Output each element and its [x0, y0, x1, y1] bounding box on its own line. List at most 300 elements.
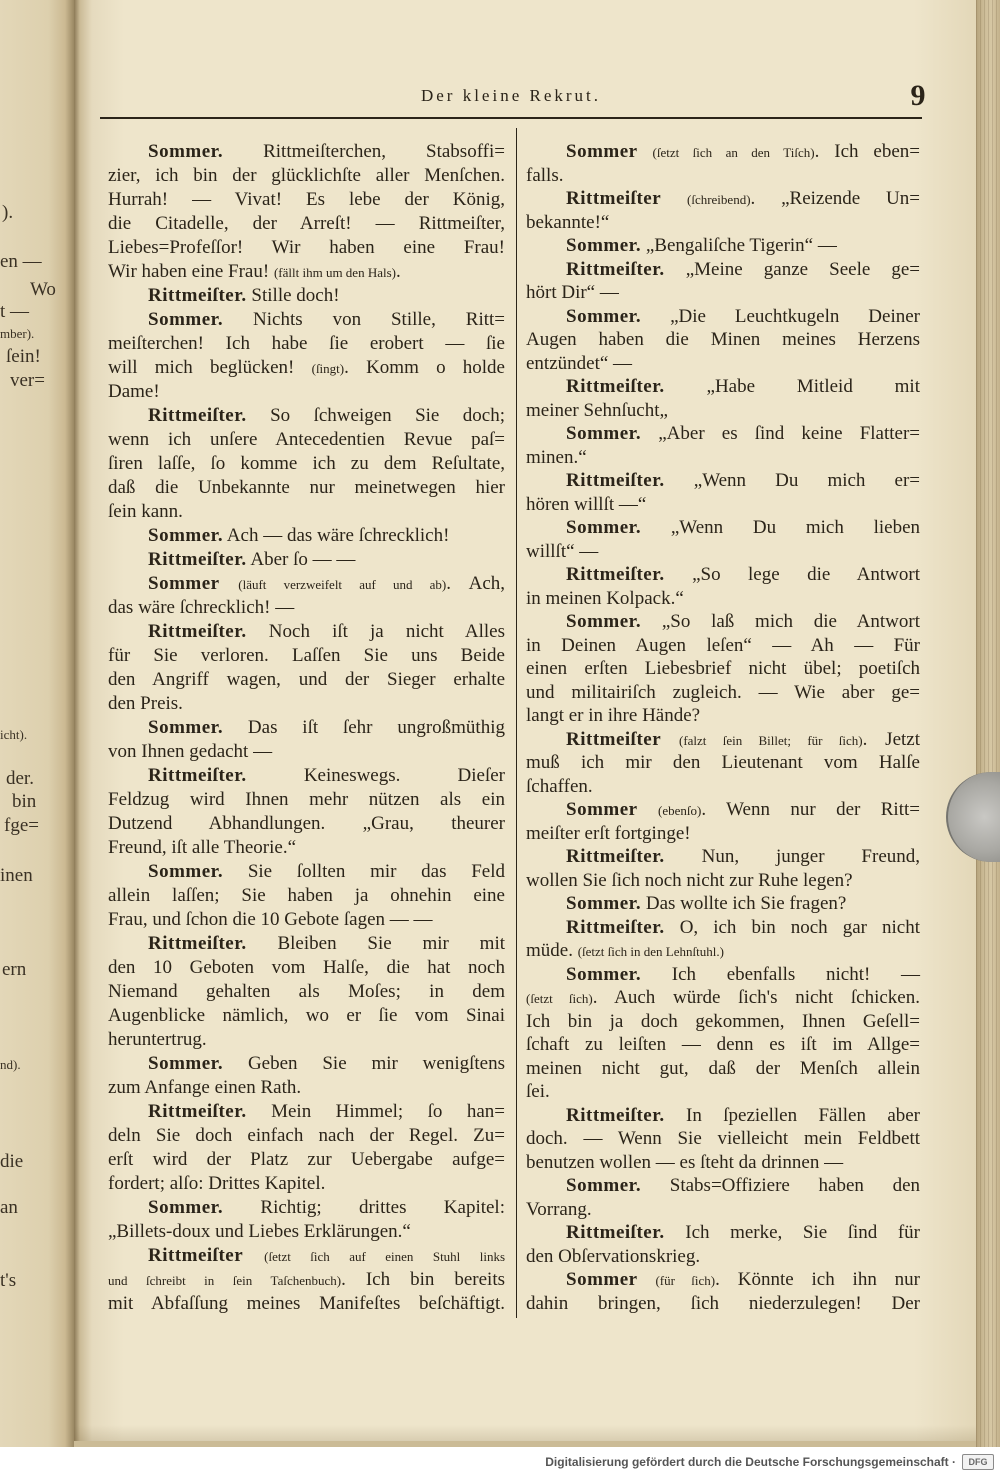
- text-line: [108, 596, 505, 620]
- line-text: „So lege die Antwort: [692, 564, 920, 585]
- page-number: 9: [910, 79, 926, 112]
- line-text: meinen nicht gut, daß der Menſch allein: [526, 1057, 920, 1079]
- text-line: [526, 986, 920, 1010]
- line-text: und militairiſch zugleich. — Wie aber ge=: [526, 681, 920, 703]
- line-text: „Billets-doux und Liebes Erklärungen.“: [108, 1221, 411, 1242]
- line-text: Aber ſo — —: [250, 549, 356, 570]
- text-line: [526, 1080, 920, 1104]
- previous-page-fragment: en —: [0, 251, 42, 272]
- text-line: [108, 260, 505, 284]
- text-line: [108, 812, 505, 836]
- text-line: [108, 740, 505, 764]
- dfg-logo: DFG: [962, 1454, 994, 1470]
- line-text: den 10 Geboten vom Halſe, die hat noch: [108, 957, 505, 978]
- line-text: Noch iſt ja nicht Alles: [268, 621, 505, 642]
- text-line: [526, 1151, 920, 1175]
- speaker-name: Rittmeiſter: [148, 1245, 244, 1266]
- text-line: [526, 1127, 920, 1151]
- text-line: [108, 140, 505, 164]
- line-text: in meinen Kolpack.“: [526, 587, 684, 609]
- line-text: deln Sie doch einfach nach der Regel. Zu=: [108, 1125, 505, 1146]
- speech: [108, 548, 505, 572]
- stage-direction: (falzt ſein Billet; für ſich): [678, 732, 863, 748]
- speaker-name: Rittmeiſter.: [566, 1104, 665, 1126]
- line-text: Mein Himmel; ſo han=: [271, 1101, 505, 1122]
- speech: [108, 620, 505, 716]
- text-line: [108, 884, 505, 908]
- line-text: Dame!: [108, 381, 160, 402]
- stage-direction: (ebenſo): [658, 803, 702, 818]
- text-line: [108, 500, 505, 524]
- line-text: „Aber es ſind keine Flatter=: [658, 423, 921, 444]
- speaker-name: Sommer.: [566, 423, 642, 444]
- text-line: [108, 1244, 505, 1268]
- left-column: [108, 140, 505, 1316]
- line-text: das wäre ſchrecklich! —: [108, 597, 295, 618]
- speaker-name: Sommer: [566, 1269, 638, 1290]
- previous-page-fragment: ſein!: [6, 346, 41, 367]
- speaker-name: Sommer: [566, 799, 638, 820]
- previous-page-fragment: mber).: [0, 326, 35, 341]
- previous-page-fragment: nd).: [0, 1057, 21, 1072]
- text-line: [526, 234, 920, 258]
- text-line: [526, 1292, 920, 1316]
- line-text: Stille doch!: [251, 285, 340, 306]
- speech: [526, 728, 920, 799]
- line-text: Augen haben die Minen meines Herzens: [526, 329, 920, 350]
- text-line: [526, 1268, 920, 1292]
- text-line: [526, 1221, 920, 1245]
- stage-direction: (ſetzt ſich auf einen Stuhl links: [264, 1249, 506, 1264]
- text-line: [526, 681, 920, 705]
- page-bottom-shadow: [74, 1425, 976, 1441]
- text-line: [526, 1245, 920, 1269]
- text-line: [108, 788, 505, 812]
- line-text: „Wenn Du mich lieben: [670, 517, 920, 538]
- text-line: [526, 399, 920, 423]
- line-text: Wir haben eine Frau! (fällt ihm um den Hals).: [108, 261, 401, 282]
- text-line: [526, 281, 920, 305]
- header-rule: [100, 117, 922, 119]
- line-text: (falzt ſein Billet; für ſich). Jetzt: [678, 728, 921, 750]
- speaker-name: Sommer.: [148, 309, 224, 330]
- text-line: [108, 1148, 505, 1172]
- previous-page-fragment: t —: [0, 301, 30, 322]
- text-line: [108, 428, 505, 452]
- line-text: den Preis.: [108, 693, 183, 714]
- speech: [108, 404, 505, 524]
- speech: [526, 892, 920, 916]
- text-line: [108, 380, 505, 404]
- speech: [108, 1244, 505, 1316]
- previous-page-fragment: fge=: [4, 815, 39, 836]
- speech: [526, 258, 920, 305]
- line-text: benutzen wollen — es ſteht da drinnen —: [526, 1151, 844, 1173]
- line-text: den Angriff wagen, und der Sieger erhalte: [108, 669, 505, 690]
- line-text: Hurrah! — Vivat! Es lebe der König,: [108, 189, 505, 210]
- text-line: [526, 1104, 920, 1128]
- line-text: Ich ebenfalls nicht! —: [671, 963, 920, 985]
- column-divider: [516, 128, 517, 1318]
- text-line: [526, 822, 920, 846]
- speech: [526, 469, 920, 516]
- text-line: [526, 422, 920, 446]
- line-text: Nichts von Stille, Ritt=: [253, 309, 506, 330]
- text-line: [526, 469, 920, 493]
- speech: [526, 1104, 920, 1175]
- text-line: [108, 572, 505, 596]
- speech: [526, 916, 920, 963]
- line-text: heruntertrug.: [108, 1029, 207, 1050]
- text-line: [526, 728, 920, 752]
- text-line: [526, 1057, 920, 1081]
- stage-direction: (ſingt): [311, 361, 345, 376]
- text-line: [108, 452, 505, 476]
- speech: [108, 860, 505, 932]
- line-text: Ich merke, Sie ſind für: [685, 1222, 920, 1243]
- text-line: [108, 1124, 505, 1148]
- text-line: [526, 798, 920, 822]
- speech: [526, 422, 920, 469]
- previous-page-fragment: ).: [2, 202, 14, 223]
- speaker-name: Sommer.: [148, 525, 224, 546]
- speech: [108, 572, 505, 620]
- text-line: [108, 404, 505, 428]
- speech: [526, 1221, 920, 1268]
- speaker-name: Rittmeiſter.: [566, 564, 665, 585]
- speaker-name: Rittmeiſter.: [148, 549, 247, 570]
- line-text: doch. — Wenn Sie vielleicht mein Feldbett: [526, 1128, 920, 1149]
- text-line: [108, 1004, 505, 1028]
- speech: [526, 140, 920, 187]
- stage-direction: (ſetzt ſich): [526, 991, 593, 1006]
- line-text: (ebenſo). Wenn nur der Ritt=: [658, 799, 920, 820]
- text-line: [526, 187, 920, 211]
- speaker-name: Rittmeiſter: [566, 728, 662, 750]
- line-text: dahin bringen, ſich niederzulegen! Der: [526, 1292, 920, 1314]
- page-stack-edge: [976, 0, 1000, 1447]
- text-line: [526, 704, 920, 728]
- speech: [526, 563, 920, 610]
- line-text: Feldzug wird Ihnen mehr nützen als ein: [108, 789, 505, 810]
- text-line: [108, 764, 505, 788]
- footer-credit: Digitalisierung gefördert durch die Deutsche Forschungsgemeinschaft ·: [545, 1455, 956, 1469]
- line-text: Frau, und ſchon die 10 Gebote ſagen — —: [108, 909, 433, 930]
- text-line: [108, 188, 505, 212]
- line-text: „Wenn Du mich er=: [693, 470, 921, 491]
- text-line: [526, 164, 920, 188]
- line-text: „Die Leuchtkugeln Deiner: [670, 305, 921, 327]
- stage-direction: (läuft verzweifelt auf und ab): [238, 577, 447, 592]
- stage-direction: (für ſich): [655, 1273, 716, 1288]
- speaker-name: Sommer.: [566, 1175, 642, 1196]
- line-text: von Ihnen gedacht —: [108, 741, 273, 762]
- speaker-name: Sommer.: [148, 861, 224, 882]
- line-text: daß die Unbekannte nur meinetwegen hier: [108, 477, 505, 498]
- line-text: Das wollte ich Sie fragen?: [645, 893, 847, 914]
- text-line: [108, 476, 505, 500]
- text-line: [108, 932, 505, 956]
- line-text: „Meine ganze Seele ge=: [685, 258, 920, 280]
- speaker-name: Rittmeiſter: [566, 188, 662, 209]
- speaker-name: Rittmeiſter.: [566, 916, 665, 938]
- text-line: [108, 308, 505, 332]
- speech: [108, 1100, 505, 1196]
- text-line: [108, 284, 505, 308]
- line-text: Stabs=Offiziere haben den: [669, 1175, 921, 1196]
- line-text: bekannte!“: [526, 211, 610, 233]
- text-line: [526, 305, 920, 329]
- line-text: mit Abfaſſung meines Manifeſtes beſchäftigt.: [108, 1293, 505, 1314]
- speaker-name: Sommer.: [566, 893, 642, 914]
- speech: [526, 798, 920, 845]
- text-line: [108, 956, 505, 980]
- previous-page-fragment: inen: [0, 865, 33, 886]
- line-text: Keineswegs. Dieſer: [303, 765, 506, 786]
- right-column: [526, 140, 920, 1315]
- text-line: [526, 916, 920, 940]
- text-line: [526, 1174, 920, 1198]
- speaker-name: Sommer: [566, 141, 638, 162]
- text-line: [108, 356, 505, 380]
- line-text: ſchaffen.: [526, 775, 593, 797]
- line-text: minen.“: [526, 446, 587, 468]
- speaker-name: Rittmeiſter.: [148, 1101, 247, 1122]
- speech: [108, 308, 505, 404]
- previous-page-fragment: ern: [2, 959, 27, 980]
- stage-direction: (ſetzt ſich an den Tiſch): [652, 145, 815, 160]
- line-text: O, ich bin noch gar nicht: [679, 916, 920, 938]
- line-text: Vorrang.: [526, 1198, 592, 1220]
- line-text: erſt wird der Platz zur Uebergabe aufge=: [108, 1149, 505, 1170]
- text-line: [526, 939, 920, 963]
- line-text: Rittmeiſterchen, Stabsoffi=: [263, 141, 505, 162]
- speaker-name: Rittmeiſter.: [148, 765, 247, 786]
- speaker-name: Sommer.: [566, 963, 642, 985]
- line-text: Ach — das wäre ſchrecklich!: [226, 525, 450, 546]
- text-line: [526, 563, 920, 587]
- line-text: ſchaft zu leiſten — denn es iſt im Allge=: [526, 1034, 920, 1055]
- text-line: [526, 1010, 920, 1034]
- speech: [108, 284, 505, 308]
- stage-direction: (ſchreibend): [687, 192, 751, 207]
- text-line: [108, 1100, 505, 1124]
- speech: [108, 140, 505, 284]
- speech: [526, 234, 920, 258]
- text-line: [108, 1052, 505, 1076]
- text-line: [526, 775, 920, 799]
- speech: [526, 375, 920, 422]
- text-line: [108, 1172, 505, 1196]
- line-text: meiſter erſt fortginge!: [526, 822, 691, 844]
- line-text: meiner Sehnſucht„: [526, 399, 668, 421]
- line-text: falls.: [526, 164, 564, 186]
- line-text: in Deinen Augen leſen“ — Ah — Für: [526, 634, 920, 656]
- speech: [526, 1174, 920, 1221]
- speaker-name: Rittmeiſter.: [148, 933, 247, 954]
- previous-page-fragment: ver=: [10, 370, 45, 391]
- text-line: [108, 908, 505, 932]
- text-line: [526, 587, 920, 611]
- line-text: müde. (ſetzt ſich in den Lehnſtuhl.): [526, 940, 724, 961]
- text-line: [526, 352, 920, 376]
- line-text: So ſchweigen Sie doch;: [270, 405, 505, 426]
- line-text: „So laß mich die Antwort: [661, 611, 920, 632]
- text-line: [526, 610, 920, 634]
- text-line: [108, 980, 505, 1004]
- line-text: Freund, iſt alle Theorie.“: [108, 837, 297, 858]
- speech: [526, 516, 920, 563]
- speaker-name: Sommer.: [148, 1053, 224, 1074]
- text-line: [108, 212, 505, 236]
- speaker-name: Rittmeiſter.: [566, 846, 665, 867]
- text-line: [526, 1033, 920, 1057]
- speech: [108, 932, 505, 1052]
- previous-page-fragment: Wo: [30, 279, 56, 300]
- line-text: ſein kann.: [108, 501, 183, 522]
- speaker-name: Sommer.: [566, 611, 642, 632]
- speaker-name: Sommer.: [566, 305, 642, 327]
- speech: [526, 305, 920, 376]
- text-line: [108, 644, 505, 668]
- line-text: „Bengaliſche Tigerin“ —: [645, 235, 837, 256]
- stage-direction: (ſetzt ſich in den Lehnſtuhl.): [577, 944, 724, 959]
- line-text: Dutzend Abhandlungen. „Grau, theurer: [108, 813, 505, 834]
- line-text: allein laſſen; Sie haben ja ohnehin eine: [108, 885, 505, 906]
- line-text: Nun, junger Freund,: [701, 846, 921, 867]
- line-text: (ſetzt ſich an den Tiſch). Ich eben=: [652, 141, 921, 162]
- speaker-name: Sommer.: [566, 517, 642, 538]
- speech: [526, 845, 920, 892]
- speaker-name: Rittmeiſter.: [148, 621, 247, 642]
- text-line: [108, 860, 505, 884]
- line-text: hört Dir“ —: [526, 282, 619, 303]
- line-text: Geben Sie mir wenigſtens: [247, 1053, 506, 1074]
- speaker-name: Sommer.: [148, 1197, 224, 1218]
- speech: [108, 764, 505, 860]
- speaker-name: Sommer.: [148, 141, 224, 162]
- text-line: [526, 540, 920, 564]
- text-line: [526, 845, 920, 869]
- speaker-name: Rittmeiſter.: [566, 1222, 665, 1243]
- line-text: entzündet“ —: [526, 352, 633, 374]
- line-text: Augenblicke nämlich, wo er ſie vom Sinai: [108, 1005, 505, 1026]
- line-text: Liebes=Profeſſor! Wir haben eine Frau!: [108, 237, 505, 258]
- line-text: Niemand gehalten als Moſes; in dem: [108, 981, 505, 1002]
- line-text: meiſterchen! Ich habe ſie erobert — ſie: [108, 333, 505, 354]
- line-text: zum Anfange einen Rath.: [108, 1077, 302, 1098]
- line-text: Das iſt ſehr ungroßmüthig: [247, 717, 505, 738]
- line-text: und ſchreibt in ſein Taſchenbuch). Ich bin bereits: [108, 1269, 505, 1290]
- line-text: einen erſten Liebesbrief nicht übel; poetiſch: [526, 658, 920, 679]
- line-text: (ſchreibend). „Reizende Un=: [687, 188, 920, 209]
- speech: [108, 524, 505, 548]
- line-text: willſt“ —: [526, 540, 599, 562]
- text-line: [108, 1292, 505, 1316]
- text-line: [526, 963, 920, 987]
- speaker-name: Rittmeiſter.: [566, 376, 665, 397]
- line-text: zier, ich bin der glücklichſte aller Menſchen.: [108, 165, 505, 186]
- previous-page-fragment: bin: [12, 791, 37, 812]
- text-line: [108, 1220, 505, 1244]
- previous-page-fragment: an: [0, 1197, 18, 1218]
- text-line: [108, 620, 505, 644]
- text-line: [526, 751, 920, 775]
- text-line: [526, 446, 920, 470]
- speech: [526, 187, 920, 234]
- line-text: ſei.: [526, 1081, 550, 1102]
- text-line: [526, 869, 920, 893]
- stage-direction: (fällt ihm um den Hals): [273, 265, 396, 280]
- text-line: [108, 1028, 505, 1052]
- text-line: [526, 140, 920, 164]
- line-text: In ſpeziellen Fällen aber: [686, 1104, 921, 1126]
- speaker-name: Sommer.: [148, 717, 224, 738]
- speaker-name: Sommer.: [566, 235, 642, 256]
- text-line: [526, 892, 920, 916]
- line-text: fordert; alſo: Drittes Kapitel.: [108, 1173, 326, 1194]
- stage-direction: und ſchreibt in ſein Taſchenbuch): [108, 1273, 342, 1288]
- speaker-name: Sommer: [148, 573, 220, 594]
- previous-page-fragment: icht).: [0, 727, 28, 742]
- line-text: langt er in ihre Hände?: [526, 705, 701, 726]
- text-line: [526, 657, 920, 681]
- line-text: ſiren laſſe, ſo komme ich zu dem Reſultate,: [108, 453, 505, 474]
- text-line: [108, 548, 505, 572]
- text-line: [108, 1268, 505, 1292]
- speech: [526, 1268, 920, 1315]
- text-line: [108, 692, 505, 716]
- speech: [108, 1052, 505, 1100]
- text-line: [526, 375, 920, 399]
- speaker-name: Rittmeiſter.: [566, 258, 665, 280]
- line-text: wenn ich unſere Antecedentien Revue paſ=: [108, 429, 505, 450]
- line-text: für Sie verloren. Laſſen Sie uns Beide: [108, 645, 505, 666]
- line-text: (für ſich). Könnte ich ihn nur: [655, 1269, 921, 1290]
- previous-page-fragment: die: [0, 1151, 24, 1172]
- previous-page-fragment: der.: [6, 768, 34, 789]
- line-text: die Citadelle, der Arreſt! — Rittmeiſter,: [108, 213, 505, 234]
- text-line: [108, 1076, 505, 1100]
- line-text: hören willſt —“: [526, 493, 647, 515]
- line-text: Sie ſollten mir das Feld: [247, 861, 505, 882]
- line-text: „Habe Mitleid mit: [706, 376, 920, 397]
- text-line: [526, 211, 920, 235]
- speech: [526, 963, 920, 1104]
- text-line: [108, 836, 505, 860]
- text-line: [526, 1198, 920, 1222]
- running-title: Der kleine Rekrut.: [420, 86, 602, 105]
- speech: [108, 1196, 505, 1244]
- speech: [526, 610, 920, 728]
- line-text: (läuft verzweifelt auf und ab). Ach,: [238, 573, 506, 594]
- line-text: (ſetzt ſich). Auch würde ſich's nicht ſchicken.: [526, 987, 920, 1008]
- text-line: [526, 328, 920, 352]
- line-text: Bleiben Sie mir mit: [277, 933, 505, 954]
- line-text: Richtig; drittes Kapitel:: [260, 1197, 505, 1218]
- text-line: [108, 668, 505, 692]
- speech: [108, 716, 505, 764]
- line-text: wollen Sie ſich noch nicht zur Ruhe legen?: [526, 869, 853, 891]
- previous-page-fragment: t's: [0, 1270, 17, 1291]
- line-text: Ich bin ja doch gekommen, Ihnen Geſell=: [526, 1010, 920, 1032]
- speaker-name: Rittmeiſter.: [566, 470, 665, 491]
- text-line: [526, 493, 920, 517]
- text-line: [526, 634, 920, 658]
- text-line: [108, 236, 505, 260]
- text-line: [108, 716, 505, 740]
- text-line: [526, 258, 920, 282]
